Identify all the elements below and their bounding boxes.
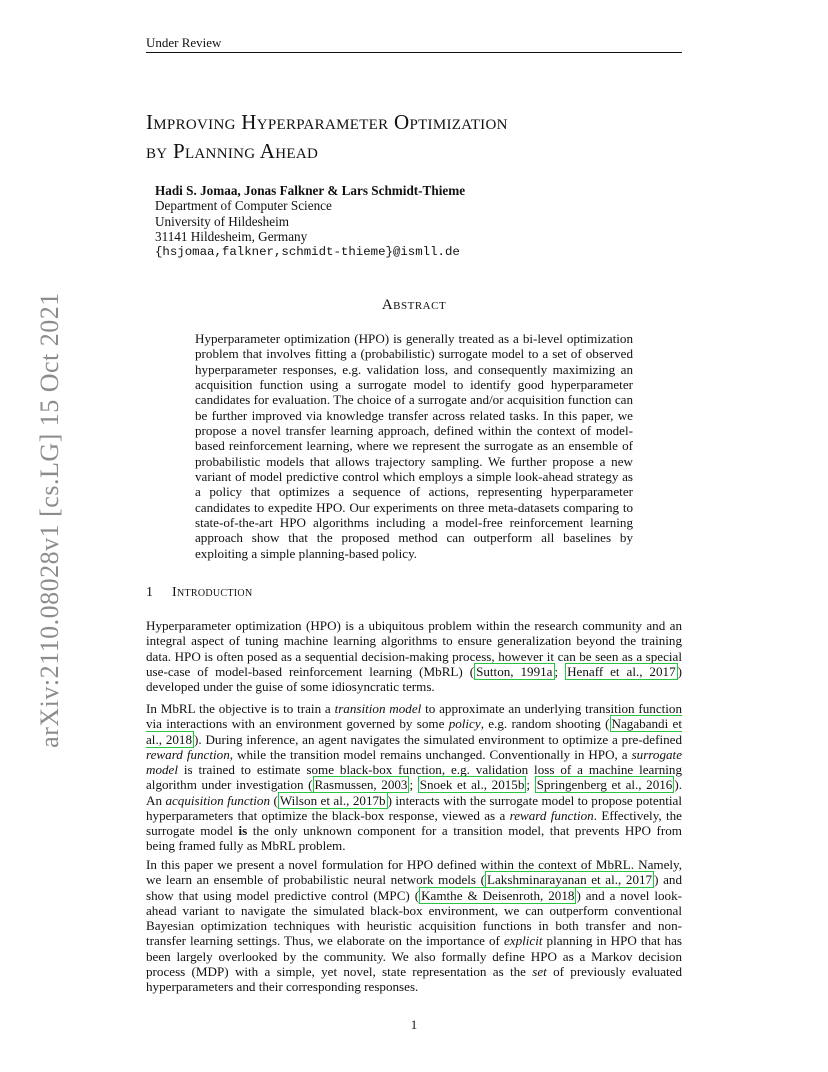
page-number: 1 (410, 1017, 418, 1032)
citation-link[interactable]: Springenberg et al., 2016 (536, 777, 673, 793)
title-line-2: by Planning Ahead (146, 139, 319, 163)
text-run: In this paper we present a novel formulation for HPO defined within the context of MbRL. Namely, we learn an ensemble of probabilistic neural network models ( (146, 857, 682, 888)
paragraph-1 (146, 618, 682, 694)
emphasis: policy (448, 716, 481, 732)
text-run: ; (526, 777, 535, 793)
citation-link[interactable]: Sutton, 1991a (476, 663, 553, 679)
citation-link[interactable]: Wilson et al., 2017b (279, 792, 386, 808)
text-run: ) developed under the guise of some idiosyncratic terms. (146, 663, 682, 694)
emphasis: set (532, 963, 547, 979)
emphasis: surrogate model (146, 746, 683, 777)
author-email: {hsjomaa,falkner,schmidt-thieme}@ismll.de (155, 244, 460, 259)
paragraph-3 (146, 857, 682, 994)
citation-link[interactable]: Henaff et al., 2017 (567, 663, 676, 679)
text-run: In MbRL the objective is to train a (146, 701, 335, 716)
section-title: Introduction (172, 585, 253, 600)
text-run: ). An (146, 777, 682, 808)
text-run: ) and a novel look-ahead variant to navigate the simulated black-box environment, we can outperform conventional Bayesian optimization techniques with heuristic acquisition functions in both transfer and non-transfer learning settings. Thus, we elaborate on the importance of (146, 887, 682, 949)
author-names: Hadi S. Jomaa, Jonas Falkner & Lars Schmidt-Thieme (155, 183, 466, 198)
text-run: is trained to estimate some black-box function, e.g. validation loss of a machine learning algorithm under investigation ( (146, 762, 682, 793)
author-university: University of Hildesheim (155, 213, 290, 229)
citation-link[interactable]: Lakshminarayanan et al., 2017 (487, 872, 653, 888)
citation-link[interactable]: Rasmussen, 2003 (314, 777, 408, 793)
text-run: . Effectively, the surrogate model (146, 807, 682, 838)
text-run: ; (409, 777, 418, 793)
text-run: ). During inference, an agent navigates the simulated environment to optimize a pre-defined (194, 731, 682, 747)
text-run: Hyperparameter optimization (HPO) is a ubiquitous problem within the research community and an integral aspect of tuning machine learning algorithms to ensure generalization beyond the training data. HPO is often posed as a sequential decision-making process, however it can be seen as a special use-case of model-based reinforcement learning (MbRL) ( (146, 618, 682, 679)
section-number: 1 (146, 585, 154, 600)
text-run: ; (554, 663, 566, 679)
bold-text: is (238, 823, 248, 838)
citation-link[interactable]: Nagabandi et al., 2018 (146, 716, 682, 747)
text-run: of previously evaluated hyperparameters and their corresponding responses. (146, 963, 683, 994)
emphasis: explicit (503, 933, 543, 949)
text-run: ) and show that using model predictive control (MPC) ( (146, 872, 682, 903)
paper-title (146, 108, 682, 166)
header-rule (146, 52, 682, 53)
running-header: Under Review (146, 35, 222, 50)
paragraph-2 (146, 701, 682, 854)
citation-link[interactable]: Snoek et al., 2015b (419, 777, 525, 793)
title-line-1: Improving Hyperparameter Optimization (146, 110, 508, 134)
author-address: 31141 Hildesheim, Germany (155, 229, 308, 245)
emphasis: transition model (334, 701, 422, 716)
author-block (155, 183, 465, 260)
text-run: , while the transition model remains unchanged. Conventionally in HPO, a (229, 746, 632, 762)
text-run: to approximate an underlying transition function via interactions with an environment governed by some (146, 701, 683, 732)
abstract-heading: Abstract (381, 297, 447, 313)
arxiv-stamp-text: arXiv:2110.08028v1 [cs.LG] 15 Oct 2021 (35, 292, 64, 748)
section-heading (146, 585, 252, 601)
text-run: , e.g. random shooting ( (480, 716, 610, 732)
citation-link[interactable]: Kamthe & Deisenroth, 2018 (421, 887, 575, 903)
abstract-text: Hyperparameter optimization (HPO) is generally treated as a bi-level optimization problem that involves fitting a (probabilistic) surrogate model to a set of observed hyperparameter responses, e.g. validation loss, and consequently maximizing an acquisition function using a surrogate model to identify good hyperparameter candidates for evaluation. The choice of a surrogate and/or acquisition function can be further improved via knowledge transfer across related tasks. In this paper, we propose a novel transfer learning approach, defined within the context of model-based reinforcement learning, where we represent the surrogate as an ensemble of probabilistic models that allows trajectory sampling. We further propose a new variant of model predictive control which employs a simple look-ahead strategy as a policy that optimizes a sequence of actions, representing hyperparameter candidates to expedite HPO. Our experiments on three meta-datasets comparing to state-of-the-art HPO algorithms including a model-free reinforcement learning approach show that the proposed method can outperform all baselines by exploiting a simple planning-based policy. (195, 331, 633, 561)
text-run: the only unknown component for a transition model, that prevents HPO from being framed fully as MbRL problem. (146, 823, 682, 854)
text-run: planning in HPO that has been largely overlooked by the community. We also formally define HPO as a Markov decision process (MDP) with a simple, yet novel, state representation as the (146, 933, 682, 979)
emphasis: reward function (146, 746, 230, 762)
author-department: Department of Computer Science (155, 198, 332, 214)
emphasis: acquisition function (165, 792, 270, 808)
text-run: ) interacts with the surrogate model to propose potential hyperparameters that optimize the black-box response, viewed as a (146, 792, 682, 823)
emphasis: reward function (509, 807, 594, 823)
text-run: ( (270, 792, 278, 808)
